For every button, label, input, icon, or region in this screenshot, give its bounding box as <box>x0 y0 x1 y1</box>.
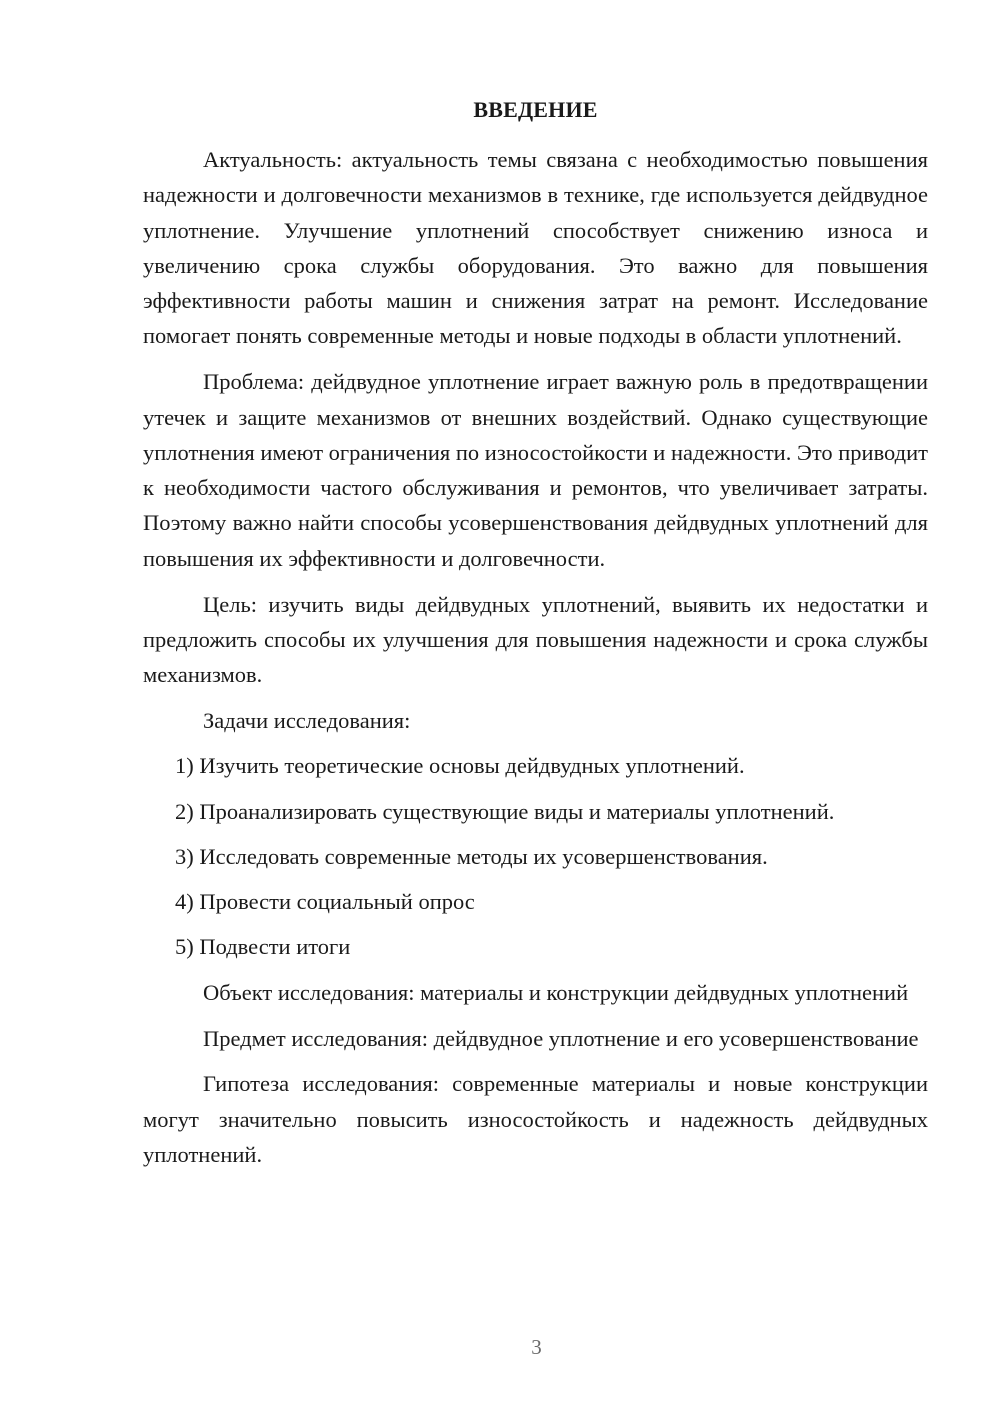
page-title: ВВЕДЕНИЕ <box>473 97 598 122</box>
task-item: 3) Исследовать современные методы их усовершенствования. <box>175 843 768 869</box>
goal-paragraph: Цель: изучить виды дейдвудных уплотнений, выявить их недостатки и предложить способы их улучшения для повышения надежности и срока службы механизмов. <box>143 591 928 688</box>
task-item: 5) Подвести итоги <box>175 934 351 960</box>
problem-paragraph: Проблема: дейдвудное уплотнение играет важную роль в предотвращении утечек и защите механизмов от внешних воздействий. Однако существующие уплотнения имеют ограничения по износостойкости и надежности. Это приводит к необходимости частого обслуживания и ремонтов, что увеличивает затраты. Поэтому важно найти способы усовершенствования дейдвудных уплотнений для повышения их эффективности и долговечности. <box>143 369 928 571</box>
page-content <box>143 95 928 1183</box>
tasks-list <box>143 748 928 964</box>
task-item: 4) Провести социальный опрос <box>175 889 475 915</box>
tasks-heading: Задачи исследования: <box>203 707 411 733</box>
object-paragraph: Объект исследования: материалы и конструкции дейдвудных уплотнений <box>203 979 909 1005</box>
subject-paragraph: Предмет исследования: дейдвудное уплотнение и его усовершенствование <box>203 1025 919 1051</box>
task-item: 2) Проанализировать существующие виды и материалы уплотнений. <box>175 798 835 824</box>
relevance-paragraph: Актуальность: актуальность темы связана с необходимостью повышения надежности и долговечности механизмов в технике, где используется дейдвудное уплотнение. Улучшение уплотнений способствует снижению износа и увеличению срока службы оборудования. Это важно для повышения эффективности работы машин и снижения затрат на ремонт. Исследование помогает понять современные методы и новые подходы в области уплотнений. <box>143 147 928 349</box>
page-number: 3 <box>531 1335 542 1359</box>
hypothesis-paragraph: Гипотеза исследования: современные материалы и новые конструкции могут значительно повысить износостойкость и надежность дейдвудных уплотнений. <box>143 1071 928 1167</box>
task-item: 1) Изучить теоретические основы дейдвудных уплотнений. <box>175 753 745 779</box>
